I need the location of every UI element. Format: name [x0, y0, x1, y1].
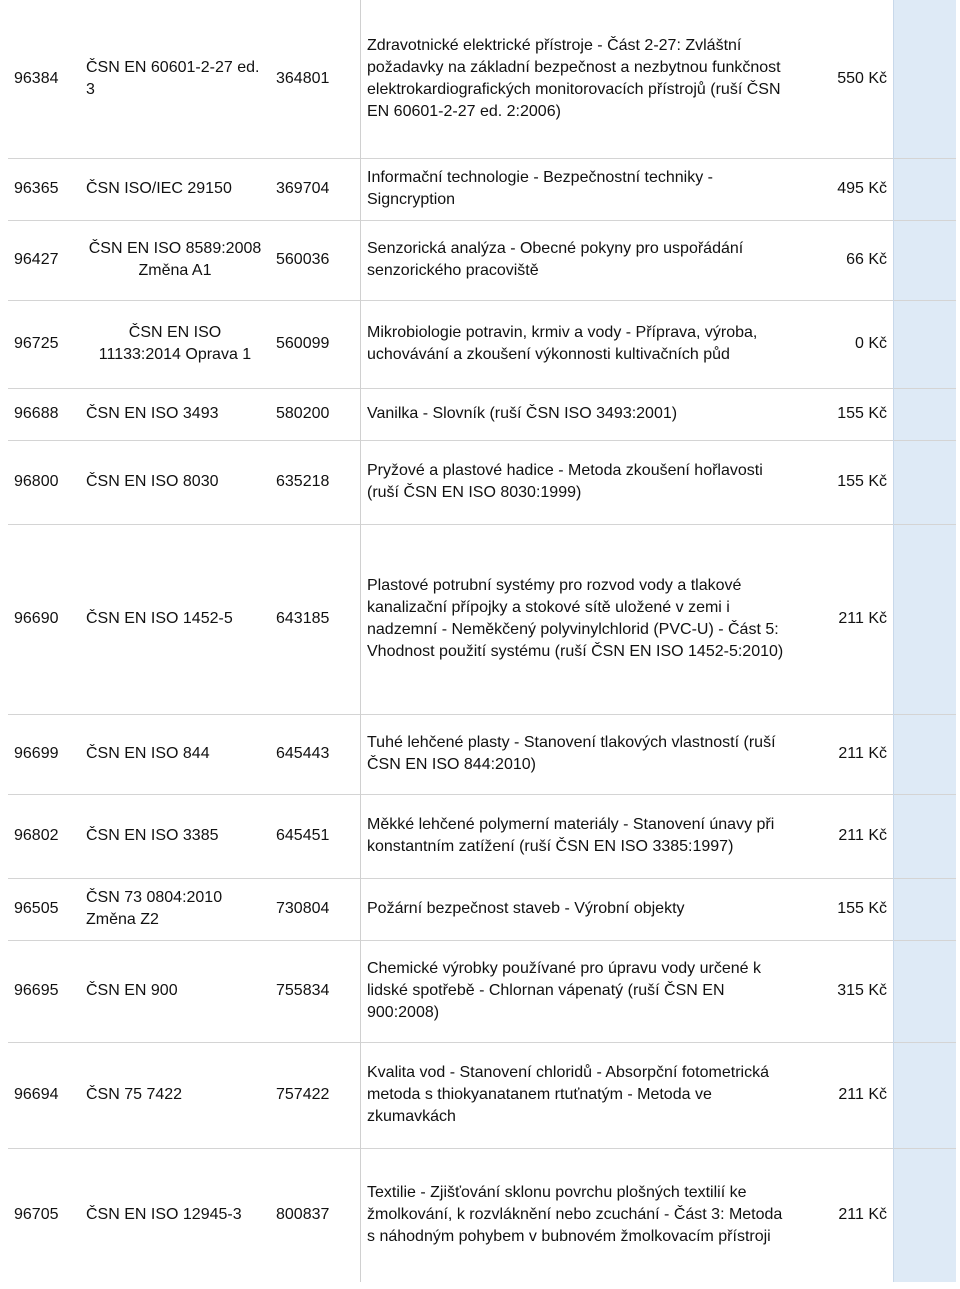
title-text: Informační technologie - Bezpečnostní techniky - Signcryption: [367, 169, 713, 208]
catalog-number: 730804: [270, 878, 361, 940]
catalog-id: 96699: [8, 714, 80, 794]
standard-code: ČSN ISO/IEC 29150: [80, 158, 270, 220]
catalog-id: 96690: [8, 524, 80, 714]
title-text: Plastové potrubní systémy pro rozvod vody a tlakové kanalizační přípojky a stokové sítě uložené v zemi i nadzemní - Neměkčený polyvinylchlorid (PVC-U) - Část 5: Vhodnost použití systému: [367, 577, 779, 660]
catalog-id: 96695: [8, 940, 80, 1042]
highlight-column: [894, 714, 957, 794]
title-text: Textilie - Zjišťování sklonu povrchu plošných textilií ke žmolkování, k rozvláknění nebo zcuchání - Část 3: Metoda s náhodným pohybem v bubnovém žmolkovacím přístroji: [367, 1184, 783, 1246]
replaces-text: (ruší ČSN EN ISO 3385:1997): [519, 838, 734, 855]
highlight-column: [894, 300, 957, 388]
table-row: [8, 440, 956, 524]
title-text: Pryžové a plastové hadice - Metoda zkoušení hořlavosti: [367, 462, 763, 479]
highlight-column: [894, 1148, 957, 1282]
standard-title: [361, 0, 792, 158]
table-row: [8, 0, 956, 158]
standard-title: [361, 300, 792, 388]
catalog-number: 369704: [270, 158, 361, 220]
title-text: Vanilka - Slovník: [367, 405, 485, 422]
standard-code: ČSN 75 7422: [80, 1042, 270, 1148]
highlight-column: [894, 524, 957, 714]
standard-title: [361, 940, 792, 1042]
price: 155 Kč: [791, 878, 894, 940]
table-row: [8, 524, 956, 714]
standard-code: ČSN EN ISO 844: [80, 714, 270, 794]
replaces-text: (ruší ČSN ISO 3493:2001): [489, 405, 678, 422]
standard-code: [80, 220, 270, 300]
catalog-id: 96725: [8, 300, 80, 388]
catalog-number: 560036: [270, 220, 361, 300]
catalog-number: 643185: [270, 524, 361, 714]
title-text: Chemické výrobky používané pro úpravu vody určené k lidské spotřebě - Chlornan vápenatý: [367, 960, 761, 999]
price: 315 Kč: [791, 940, 894, 1042]
price: 155 Kč: [791, 440, 894, 524]
standards-table: [8, 0, 956, 1282]
price: 211 Kč: [791, 794, 894, 878]
catalog-id: 96800: [8, 440, 80, 524]
table-row: [8, 1148, 956, 1282]
replaces-text: (ruší ČSN EN 900:2008): [367, 982, 725, 1021]
title-text: Senzorická analýza - Obecné pokyny pro uspořádání senzorického pracoviště: [367, 240, 744, 279]
table-row: [8, 714, 956, 794]
catalog-number: 635218: [270, 440, 361, 524]
price: 211 Kč: [791, 1042, 894, 1148]
catalog-number: 645443: [270, 714, 361, 794]
highlight-column: [894, 0, 957, 158]
standard-title: [361, 388, 792, 440]
table-row: [8, 300, 956, 388]
table-row: [8, 794, 956, 878]
standard-title: [361, 524, 792, 714]
standard-title: [361, 220, 792, 300]
replaces-text: (ruší ČSN EN ISO 1452-5:2010): [554, 643, 784, 660]
table-row: [8, 878, 956, 940]
price: 211 Kč: [791, 524, 894, 714]
highlight-column: [894, 1042, 957, 1148]
catalog-id: 96694: [8, 1042, 80, 1148]
catalog-number: 757422: [270, 1042, 361, 1148]
price: 155 Kč: [791, 388, 894, 440]
standard-title: [361, 440, 792, 524]
standard-title: [361, 878, 792, 940]
highlight-column: [894, 220, 957, 300]
standard-code: ČSN EN 900: [80, 940, 270, 1042]
replaces-text: (ruší ČSN EN 60601-2-27 ed. 2:2006): [367, 80, 781, 120]
price: 211 Kč: [791, 714, 894, 794]
standard-title: [361, 1042, 792, 1148]
highlight-column: [894, 388, 957, 440]
catalog-number: 580200: [270, 388, 361, 440]
standard-code: ČSN 73 0804:2010 Změna Z2: [80, 878, 270, 940]
highlight-column: [894, 440, 957, 524]
catalog-number: 645451: [270, 794, 361, 878]
table-row: [8, 158, 956, 220]
catalog-id: 96384: [14, 69, 59, 87]
standard-code: ČSN EN ISO 3385: [80, 794, 270, 878]
standard-code: ČSN EN 60601-2-27 ed. 3: [86, 58, 260, 98]
table-row: [8, 220, 956, 300]
catalog-id: 96802: [8, 794, 80, 878]
price: 66 Kč: [791, 220, 894, 300]
catalog-id: 96688: [8, 388, 80, 440]
catalog-number: 800837: [270, 1148, 361, 1282]
catalog-id: 96427: [8, 220, 80, 300]
catalog-number: 364801: [276, 69, 330, 87]
title-text: Zdravotnické elektrické přístroje - Část 2-27: Zvláštní požadavky na základní bezpečnost a nezbytnou funkčnost elektrokardiografických monitorovacích přístrojů: [367, 36, 781, 98]
highlight-column: [894, 878, 957, 940]
standard-code: ČSN EN ISO 8030: [80, 440, 270, 524]
standard-code-text: ČSN EN ISO 11133:2014 Oprava 1: [98, 324, 252, 363]
catalog-id: 96505: [8, 878, 80, 940]
standard-code: ČSN EN ISO 3493: [80, 388, 270, 440]
catalog-id: 96705: [8, 1148, 80, 1282]
table-row: [8, 940, 956, 1042]
highlight-column: [894, 158, 957, 220]
price: 0 Kč: [791, 300, 894, 388]
catalog-number: 560099: [270, 300, 361, 388]
standard-title: [361, 714, 792, 794]
price: 550 Kč: [837, 69, 887, 87]
table-row: [8, 1042, 956, 1148]
standard-code: ČSN EN ISO 1452-5: [80, 524, 270, 714]
table-row: [8, 388, 956, 440]
standard-title: [361, 794, 792, 878]
price: 495 Kč: [791, 158, 894, 220]
highlight-column: [894, 794, 957, 878]
title-text: Požární bezpečnost staveb - Výrobní objekty: [367, 900, 685, 917]
standard-title: [361, 1148, 792, 1282]
title-text: Mikrobiologie potravin, krmiv a vody - Příprava, výroba, uchovávání a zkoušení výkonnosti kultivačních půd: [367, 324, 758, 363]
standard-code: [80, 300, 270, 388]
title-text: Měkké lehčené polymerní materiály - Stanovení únavy při konstantním zatížení: [367, 816, 775, 855]
title-text: Tuhé lehčené plasty - Stanovení tlakových vlastností: [367, 734, 740, 751]
catalog-number: 755834: [270, 940, 361, 1042]
title-text: Kvalita vod - Stanovení chloridů - Absorpční fotometrická metoda s thiokyanatanem rtuťnatým - Metoda ve zkumavkách: [367, 1064, 769, 1125]
replaces-text: (ruší ČSN EN ISO 8030:1999): [367, 484, 582, 501]
standard-code-text: ČSN EN ISO 8589:2008 Změna A1: [88, 240, 262, 279]
standard-title: [361, 158, 792, 220]
catalog-id: 96365: [8, 158, 80, 220]
price: 211 Kč: [791, 1148, 894, 1282]
highlight-column: [894, 940, 957, 1042]
standard-code: ČSN EN ISO 12945-3: [80, 1148, 270, 1282]
replaces-text: (ruší ČSN EN ISO 844:2010): [367, 734, 776, 773]
